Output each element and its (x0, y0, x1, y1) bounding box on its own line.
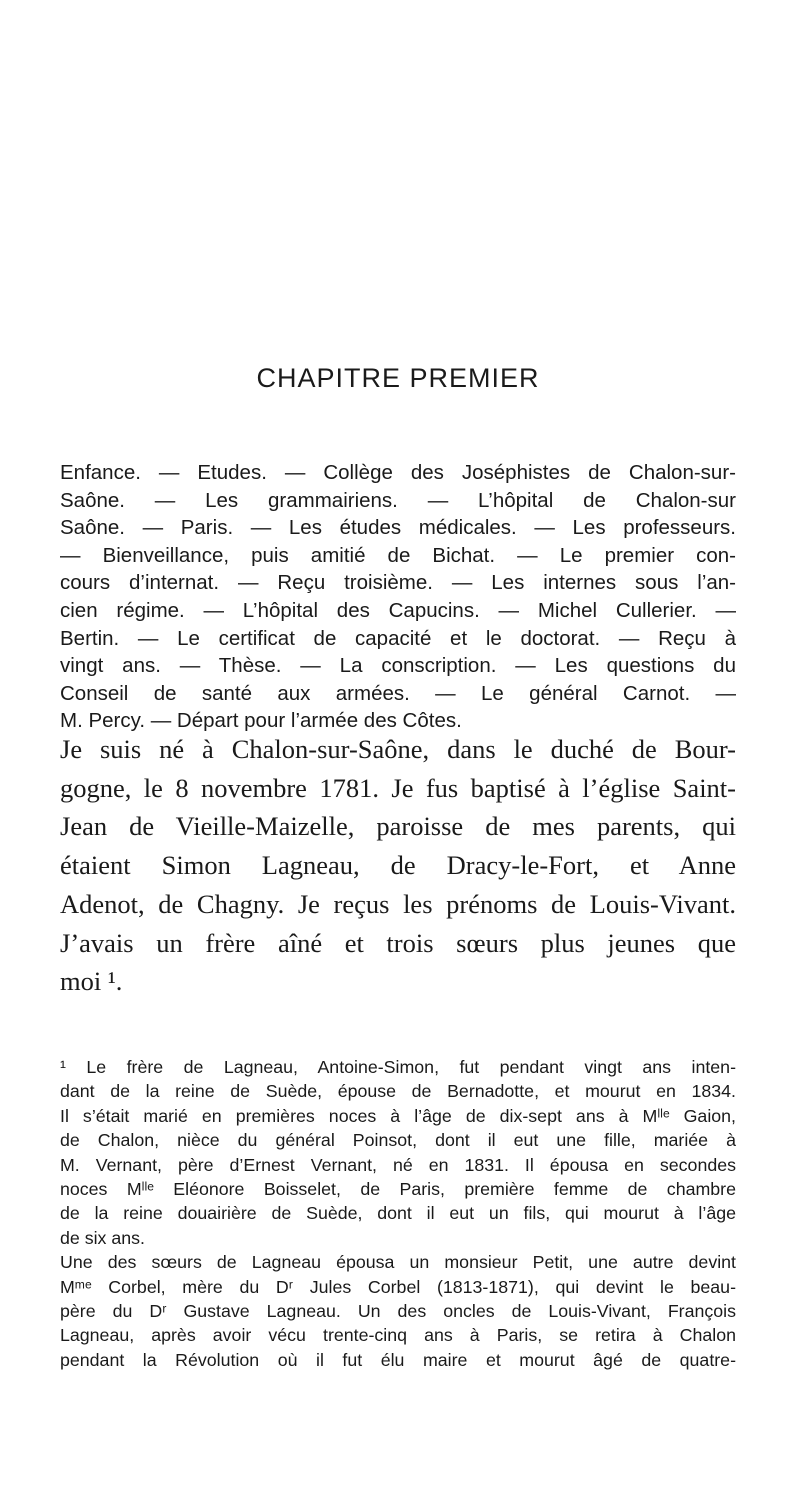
footnote-line: noces Mˡˡᵉ Eléonore Boisselet, de Paris, première femme de chambre (60, 1179, 736, 1200)
body-line: Je suis né à Chalon-sur-Saône, dans le duché de Bour- (60, 734, 736, 764)
footnotes (60, 1055, 736, 1372)
body-line: Jean de Vieille-Maizelle, paroisse de mes parents, qui (60, 811, 736, 842)
chapter-summary (60, 459, 736, 735)
summary-line: M. Percy. — Départ pour l’armée des Côtes. (60, 709, 462, 733)
body-line: J’avais un frère aîné et trois sœurs plus jeunes que (60, 927, 736, 958)
book-page (60, 0, 736, 1498)
footnote-line: M. Vernant, père d’Ernest Vernant, né en 1831. Il épousa en secondes (60, 1154, 736, 1175)
summary-line: Saône. — Les grammairiens. — L’hôpital de Chalon-sur (60, 488, 736, 512)
footnote-line: Une des sœurs de Lagneau épousa un monsieur Petit, une autre devint (60, 1252, 736, 1273)
chapter-title: CHAPITRE PREMIER (256, 363, 540, 393)
summary-line: cien régime. — L’hôpital des Capucins. — Michel Cullerier. — (60, 598, 736, 622)
footnote-line: de Chalon, nièce du général Poinsot, dont il eut une fille, mariée à (60, 1130, 736, 1151)
body-paragraph (60, 730, 736, 1001)
summary-line: cours d’internat. — Reçu troisième. — Les internes sous l’an- (60, 571, 736, 595)
summary-line: — Bienveillance, puis amitié de Bichat. — Le premier con- (60, 543, 736, 567)
footnote-paragraph (60, 1250, 736, 1372)
footnote-line: ¹ Le frère de Lagneau, Antoine-Simon, fut pendant vingt ans inten- (60, 1057, 736, 1077)
footnote-line: pendant la Révolution où il fut élu maire et mourut âgé de quatre- (60, 1349, 736, 1370)
footnote-line: père du Dʳ Gustave Lagneau. Un des oncles de Louis-Vivant, François (60, 1301, 736, 1322)
summary-line: Bertin. — Le certificat de capacité et le doctorat. — Reçu à (60, 626, 736, 650)
body-line: étaient Simon Lagneau, de Dracy-le-Fort, et Anne (60, 850, 736, 881)
summary-line: Conseil de santé aux armées. — Le général Carnot. — (60, 681, 736, 705)
footnote-line: Il s’était marié en premières noces à l’âge de dix-sept ans à Mˡˡᵉ Gaion, (60, 1105, 736, 1126)
body-line: gogne, le 8 novembre 1781. Je fus baptisé à l’église Saint- (60, 772, 736, 803)
body-line: moi ¹. (60, 966, 123, 997)
footnote-line: Mᵐᵉ Corbel, mère du Dʳ Jules Corbel (1813-1871), qui devint le beau- (60, 1276, 736, 1297)
body-line: Adenot, de Chagny. Je reçus les prénoms de Louis-Vivant. (60, 888, 736, 919)
footnote-paragraph (60, 1055, 736, 1250)
summary-line: Enfance. — Etudes. — Collège des Joséphistes de Chalon-sur- (60, 461, 736, 484)
footnote-line: de la reine douairière de Suède, dont il eut un fils, qui mourut à l’âge (60, 1203, 736, 1224)
footnote-line: Lagneau, après avoir vécu trente-cinq ans à Paris, se retira à Chalon (60, 1325, 736, 1346)
summary-line: Saône. — Paris. — Les études médicales. — Les professeurs. (60, 516, 736, 540)
footnote-line: de six ans. (60, 1227, 145, 1248)
summary-line: vingt ans. — Thèse. — La conscription. — Les questions du (60, 654, 736, 678)
footnote-line: dant de la reine de Suède, épouse de Bernadotte, et mourut en 1834. (60, 1081, 736, 1102)
